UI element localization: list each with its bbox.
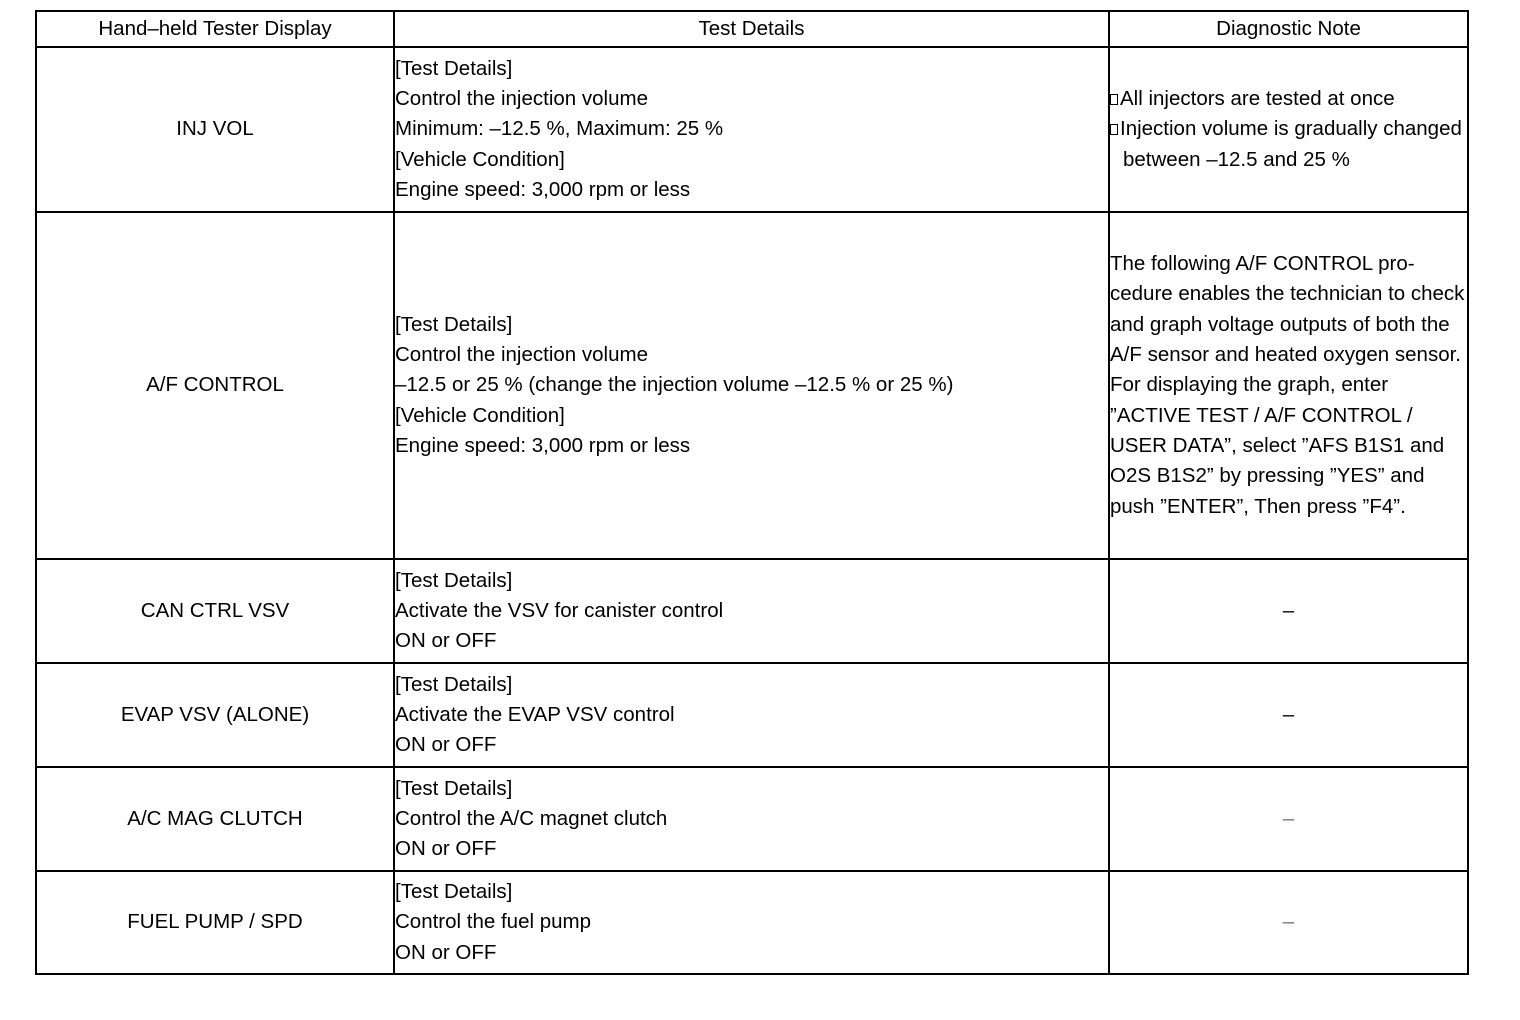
tester-display-cell: EVAP VSV (ALONE) bbox=[36, 663, 394, 767]
details-line: Control the injection volume bbox=[395, 87, 648, 111]
details-line: [Test Details] bbox=[395, 672, 513, 696]
test-details-cell bbox=[394, 212, 1109, 559]
note-bullet bbox=[1110, 114, 1467, 175]
details-line: [Test Details] bbox=[395, 312, 513, 336]
test-details-cell bbox=[394, 47, 1109, 212]
header-diagnostic-note: Diagnostic Note bbox=[1109, 11, 1468, 47]
test-details-cell bbox=[394, 559, 1109, 663]
details-line: Control the injection volume bbox=[395, 343, 648, 367]
test-details-cell bbox=[394, 871, 1109, 974]
test-details-cell bbox=[394, 663, 1109, 767]
active-test-table bbox=[35, 10, 1469, 975]
details-line: ON or OFF bbox=[395, 940, 497, 964]
details-line: [Test Details] bbox=[395, 776, 513, 800]
details-line: ON or OFF bbox=[395, 629, 497, 653]
note-bullet bbox=[1110, 84, 1467, 114]
note-bullet-text: Injection volume is gradually changed between –12.5 and 25 % bbox=[1120, 117, 1462, 171]
header-test-details: Test Details bbox=[394, 11, 1109, 47]
details-line: [Vehicle Condition] bbox=[395, 147, 565, 171]
diagnostic-note-cell: – bbox=[1109, 767, 1468, 871]
details-line: Control the fuel pump bbox=[395, 910, 592, 934]
details-line: ON or OFF bbox=[395, 733, 497, 757]
diagnostic-note-cell: – bbox=[1109, 663, 1468, 767]
table-row bbox=[36, 559, 1468, 663]
details-line: Engine speed: 3,000 rpm or less bbox=[395, 433, 691, 457]
tester-display-cell: CAN CTRL VSV bbox=[36, 559, 394, 663]
header-tester-display: Hand–held Tester Display bbox=[36, 11, 394, 47]
tester-display-cell: A/F CONTROL bbox=[36, 212, 394, 559]
table-row bbox=[36, 212, 1468, 559]
details-line: [Test Details] bbox=[395, 880, 513, 904]
table-row bbox=[36, 767, 1468, 871]
table-row bbox=[36, 47, 1468, 212]
details-line: Activate the VSV for canister control bbox=[395, 598, 724, 622]
details-line: Activate the EVAP VSV control bbox=[395, 702, 675, 726]
diagnostic-note-cell: – bbox=[1109, 559, 1468, 663]
details-line: [Test Details] bbox=[395, 568, 513, 592]
details-line: [Test Details] bbox=[395, 56, 513, 80]
test-details-cell bbox=[394, 767, 1109, 871]
diagnostic-note-cell bbox=[1109, 212, 1468, 559]
checkbox-square-icon bbox=[1110, 124, 1118, 135]
details-line: [Vehicle Condition] bbox=[395, 403, 565, 427]
note-bullet-text: All injectors are tested at once bbox=[1120, 87, 1395, 111]
details-line: –12.5 or 25 % (change the injection volume –12.5 % or 25 %) bbox=[395, 373, 954, 397]
tester-display-cell: FUEL PUMP / SPD bbox=[36, 871, 394, 974]
note-paragraph: For displaying the graph, enter ”ACTIVE TEST / A/F CONTROL / USER DATA”, select ”AFS B1S1 and O2S B1S2” by pressing ”YES” and push ”ENTER”, Then press ”F4”. bbox=[1110, 373, 1445, 518]
details-line: Engine speed: 3,000 rpm or less bbox=[395, 177, 691, 201]
table-row bbox=[36, 871, 1468, 974]
details-line: ON or OFF bbox=[395, 837, 497, 861]
header-row bbox=[36, 11, 1468, 47]
tester-display-cell: INJ VOL bbox=[36, 47, 394, 212]
diagnostic-note-cell: – bbox=[1109, 871, 1468, 974]
tester-display-cell: A/C MAG CLUTCH bbox=[36, 767, 394, 871]
diagnostic-note-cell bbox=[1109, 47, 1468, 212]
note-paragraph: The following A/F CONTROL pro-cedure enables the technician to check and graph voltage outputs of both the A/F sensor and heated oxygen sensor. bbox=[1110, 252, 1465, 367]
checkbox-square-icon bbox=[1110, 94, 1118, 105]
table-row bbox=[36, 663, 1468, 767]
details-line: Minimum: –12.5 %, Maximum: 25 % bbox=[395, 117, 724, 141]
details-line: Control the A/C magnet clutch bbox=[395, 806, 668, 830]
